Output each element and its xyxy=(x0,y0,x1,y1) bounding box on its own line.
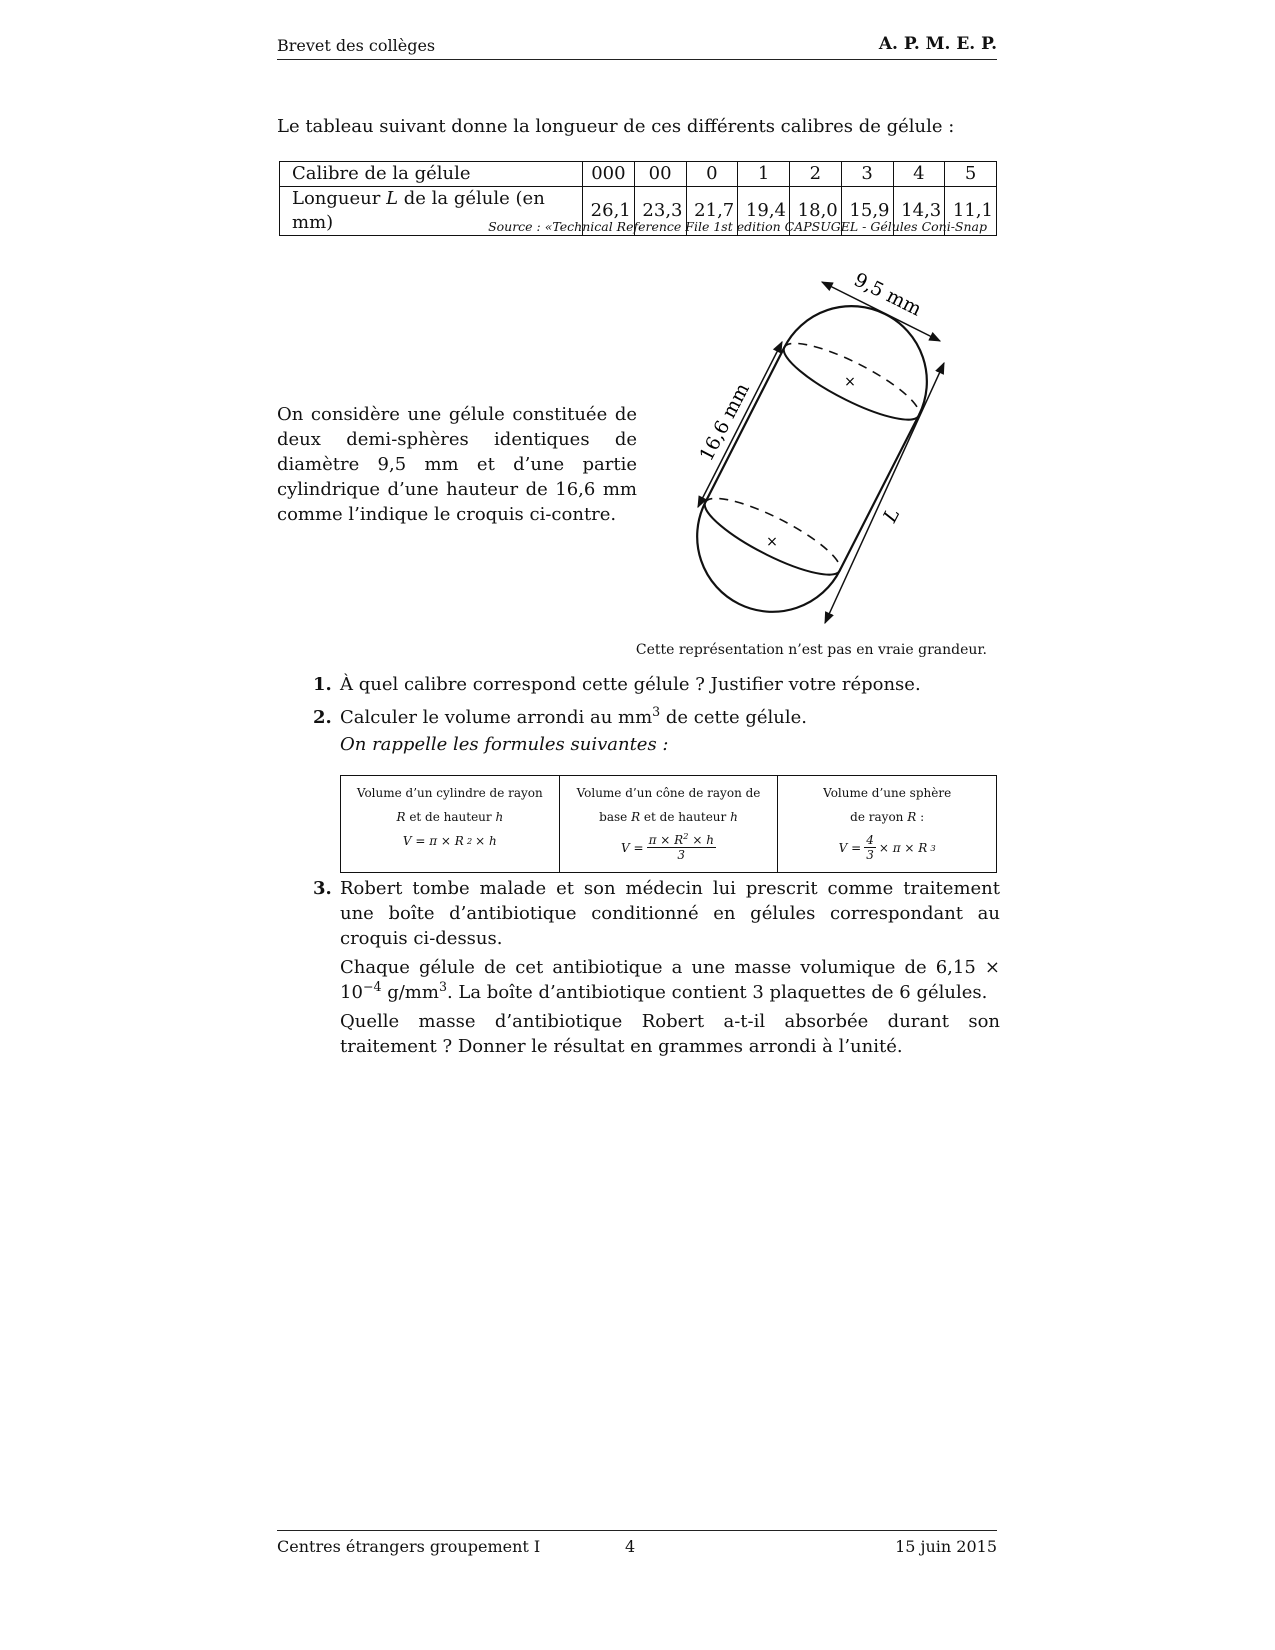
cone-formula-cell xyxy=(559,776,778,873)
cyl-var-h: h xyxy=(495,810,504,824)
length-cell: 19,4 xyxy=(738,187,790,236)
cone-var-r: R xyxy=(631,810,641,824)
q3-paragraph-3: Quelle masse d’antibiotique Robert a-t-il absorbée durant son traitement ? Donner le résultat en grammes arrondi à l’unité. xyxy=(340,1011,1000,1057)
length-cell: 15,9 xyxy=(841,187,893,236)
q3-paragraph-1: Robert tombe malade et son médecin lui prescrit comme traitement une boîte d’antibiotique conditionné en gélules correspondant au croquis ci-dessus. xyxy=(340,878,1000,949)
cyl-mid: et de hauteur xyxy=(405,810,496,824)
q3-paragraph-2 xyxy=(340,955,1000,1005)
q3-body xyxy=(340,876,1000,1059)
q3-p2b: g/mm xyxy=(381,982,439,1003)
page-number: 4 xyxy=(625,1537,636,1556)
header-rule xyxy=(277,59,997,60)
q1-number xyxy=(313,672,332,697)
q1-num: 1. xyxy=(313,674,332,695)
q2-text xyxy=(340,705,807,730)
cyl-line1: Volume d’un cylindre de rayon xyxy=(356,786,543,800)
label-prefix: Longueur xyxy=(292,188,387,209)
sph-rhs-a: × π × R xyxy=(878,840,928,855)
sph-lhs: V = xyxy=(838,840,862,855)
sph-post: : xyxy=(916,810,925,824)
cyl-var-r: R xyxy=(396,810,406,824)
top-center-mark: × xyxy=(844,374,856,390)
length-cell: 14,3 xyxy=(893,187,945,236)
sph-line2 xyxy=(782,805,992,829)
cylinder-formula-cell xyxy=(341,776,560,873)
intro-text: Le tableau suivant donne la longueur de ces différents calibres de gélule : xyxy=(277,116,955,137)
sph-line1: Volume d’une sphère xyxy=(823,786,952,800)
cone-lhs: V = xyxy=(621,840,644,855)
cone-line1: Volume d’un cône de rayon de xyxy=(576,786,761,800)
cone-mid: et de hauteur xyxy=(640,810,731,824)
caliber-cell: 2 xyxy=(790,162,842,187)
length-cell: 18,0 xyxy=(790,187,842,236)
bottom-center-mark: × xyxy=(766,534,778,550)
capsule-outline xyxy=(697,306,927,612)
q2-text-a: Calculer le volume arrondi au mm xyxy=(340,707,653,728)
q3-num: 3. xyxy=(313,878,332,899)
cyl-formula-a: V = π × R xyxy=(402,834,464,848)
capsule-description: On considère une gélule constituée de deux demi-sphères identiques de diamètre 9,5 mm et d’une partie cylindrique d’une hauteur de 16,6 mm comme l’indique le croquis ci-contre. xyxy=(277,404,637,525)
sphere-formula-cell xyxy=(778,776,997,873)
cyl-formula-b: × h xyxy=(475,834,497,848)
diameter-label: 9,5 mm xyxy=(850,268,925,321)
q3-p2-exp: −4 xyxy=(362,979,382,994)
cone-var-h: h xyxy=(730,810,738,824)
formulas-table xyxy=(340,775,997,873)
sph-numerator: 4 xyxy=(866,833,874,847)
cone-fraction xyxy=(647,833,716,862)
caliber-cell: 3 xyxy=(841,162,893,187)
q1-text: À quel calibre correspond cette gélule ? Justifier votre réponse. xyxy=(340,674,921,695)
length-label: L xyxy=(879,504,905,526)
cone-num-a: π × R xyxy=(648,833,684,847)
sph-denominator: 3 xyxy=(866,848,874,862)
caliber-cell: 4 xyxy=(893,162,945,187)
q2-num: 2. xyxy=(313,707,332,728)
q2-reminder: On rappelle les formules suivantes : xyxy=(340,734,669,755)
cone-pre: base xyxy=(599,810,632,824)
cone-formula xyxy=(621,833,716,862)
cone-num-b: × h xyxy=(688,833,714,847)
label-suffix: de la gélule (en mm) xyxy=(292,188,545,233)
q3-number xyxy=(313,876,332,901)
cone-numerator xyxy=(647,833,716,848)
cylinder-formula: V = π × R 2 × h xyxy=(402,834,497,848)
caliber-cell: 000 xyxy=(583,162,635,187)
caliber-cell: 0 xyxy=(686,162,738,187)
sph-pre: de rayon xyxy=(850,810,908,824)
sph-var-r: R xyxy=(907,810,917,824)
label-var: L xyxy=(386,188,399,209)
length-cell: 23,3 xyxy=(634,187,686,236)
source-citation: Source : «Technical Reference File 1st edition CAPSUGEL - Gélules Coni-Snap xyxy=(488,219,987,234)
length-cell: 21,7 xyxy=(686,187,738,236)
q3-p2c: . La boîte d’antibiotique contient 3 plaquettes de 6 gélules. xyxy=(446,982,988,1003)
q3-p2a: Chaque gélule de cet antibiotique a une masse volumique de 6,15 × 10 xyxy=(340,957,1000,1003)
capsule-figure xyxy=(620,260,1020,630)
footer-rule xyxy=(277,1530,997,1531)
footer-right: 15 juin 2015 xyxy=(895,1537,997,1556)
sphere-formula: V = $\frac{4}{3}$ × π × R 3 xyxy=(838,833,936,862)
q2-sup: 3 xyxy=(652,704,661,719)
length-cell: 11,1 xyxy=(945,187,997,236)
cone-denominator: 3 xyxy=(677,848,686,862)
sph-fraction xyxy=(864,833,876,862)
caliber-cell: 5 xyxy=(945,162,997,187)
q3-p2-exp2: 3 xyxy=(438,979,447,994)
table-row xyxy=(280,162,997,187)
length-arrow xyxy=(825,363,944,623)
q2-number xyxy=(313,705,332,730)
row-header-caliber: Calibre de la gélule xyxy=(280,162,583,187)
caliber-cell: 00 xyxy=(634,162,686,187)
length-cell: 26,1 xyxy=(583,187,635,236)
table-row xyxy=(341,776,997,873)
height-label: 16,6 mm xyxy=(695,379,754,465)
footer-left: Centres étrangers groupement I xyxy=(277,1537,541,1556)
header-right: A. P. M. E. P. xyxy=(878,34,997,54)
cone-line2 xyxy=(564,805,774,829)
caliber-cell: 1 xyxy=(738,162,790,187)
cone-num-exp: 2 xyxy=(683,831,689,841)
figure-caption: Cette représentation n’est pas en vraie grandeur. xyxy=(635,642,987,658)
q2-text-b: de cette gélule. xyxy=(660,707,808,728)
cyl-line2 xyxy=(345,805,555,829)
header-left: Brevet des collèges xyxy=(277,36,436,55)
